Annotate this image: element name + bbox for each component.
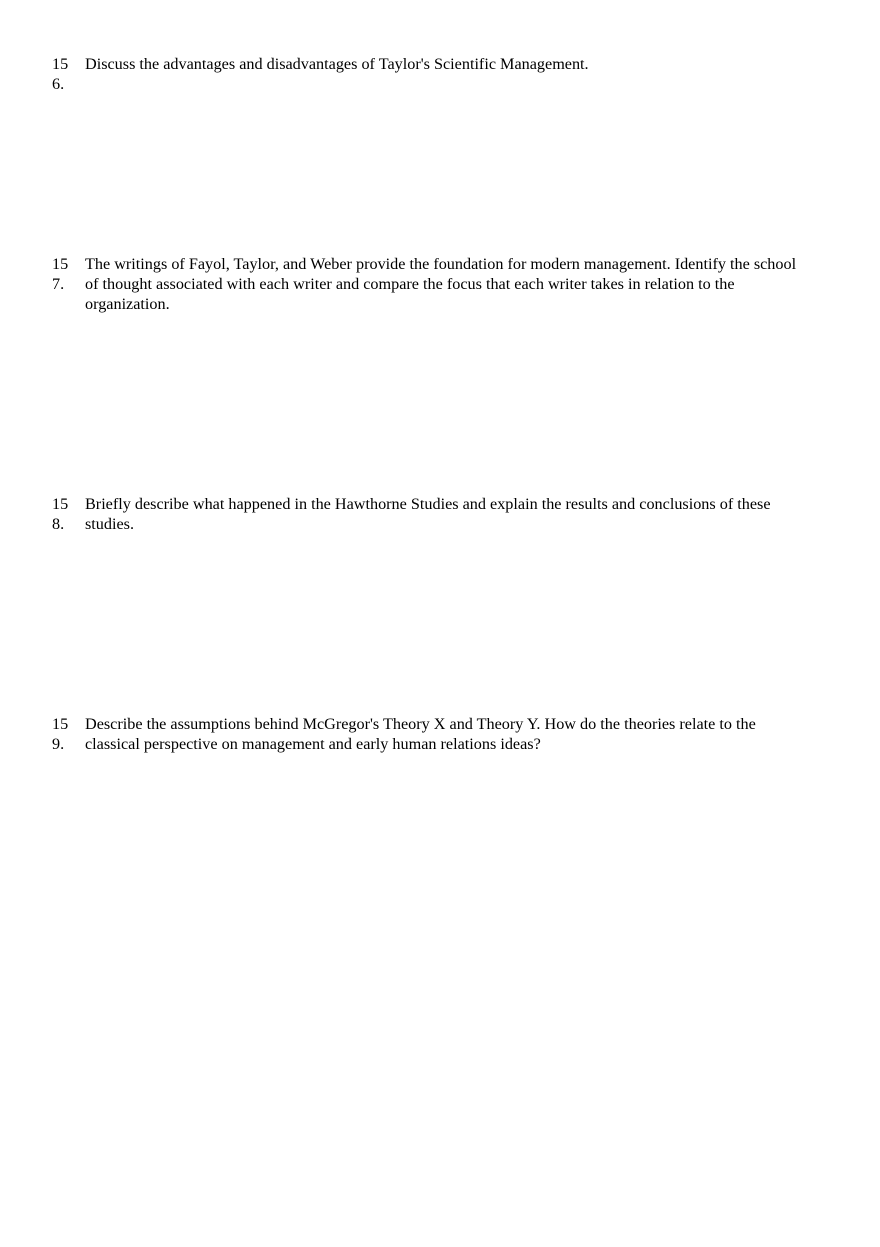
- question-number: 15 7.: [52, 255, 69, 293]
- question-text: The writings of Fayol, Taylor, and Weber provide the foundation for modern management. Identify the school of thought associated with each writer and compare the focus that each writer takes in relation to the organization.: [85, 255, 797, 313]
- question-number: 15 6.: [52, 55, 69, 93]
- question-number: 15 8.: [52, 495, 69, 533]
- question-text: Describe the assumptions behind McGregor's Theory X and Theory Y. How do the theories relate to the classical perspective on management and early human relations ideas?: [85, 715, 756, 753]
- question-text: Briefly describe what happened in the Hawthorne Studies and explain the results and conclusions of these studies.: [85, 495, 771, 533]
- question-text: Discuss the advantages and disadvantages of Taylor's Scientific Management.: [85, 55, 589, 73]
- question-number: 15 9.: [52, 715, 69, 753]
